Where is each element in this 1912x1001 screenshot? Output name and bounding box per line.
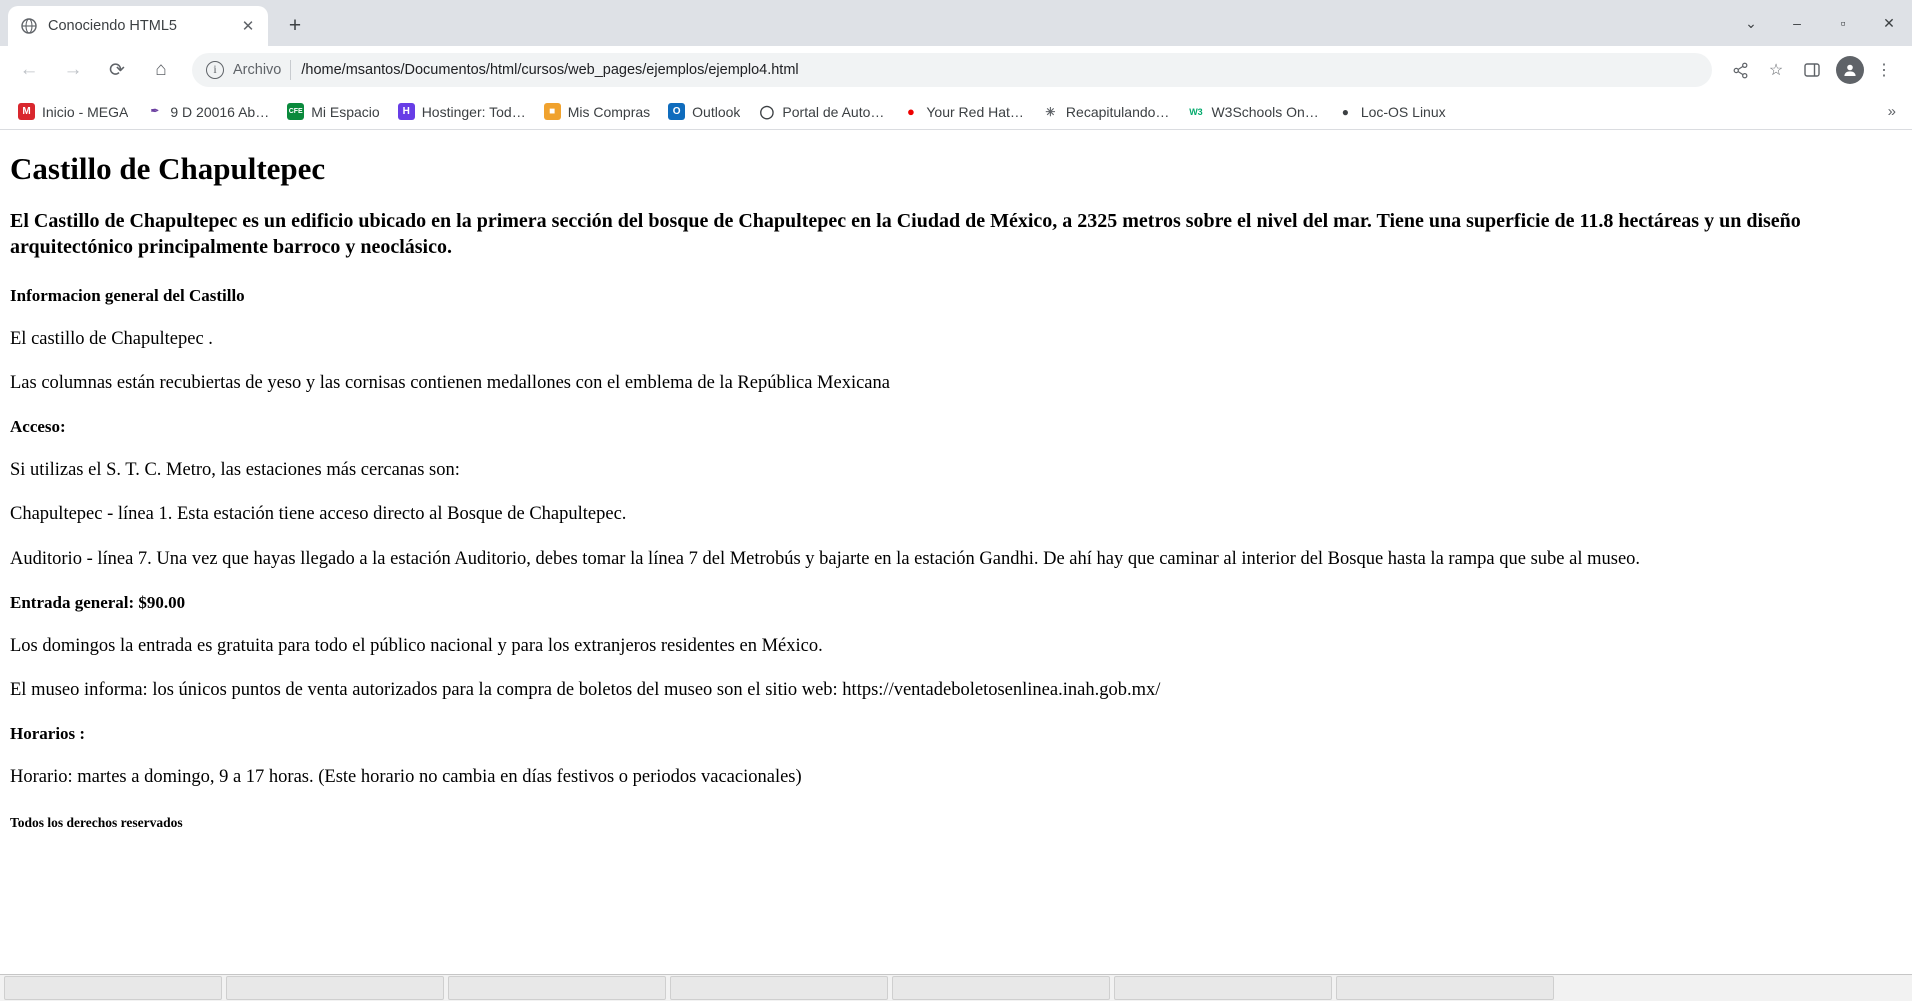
- bookmark-hostinger[interactable]: [390, 99, 534, 124]
- redhat-icon: ●: [902, 103, 919, 120]
- side-panel-icon[interactable]: [1796, 54, 1828, 86]
- paragraph-entrada-2: El museo informa: los únicos puntos de venta autorizados para la compra de boletos del museo son el sitio web: https://ventadeboletosenlinea.inah.gob.mx/: [10, 679, 1161, 700]
- feather-icon: ✒: [146, 103, 163, 120]
- bookmark-label: Recapitulando…: [1065, 103, 1170, 120]
- page-footer-note: Todos los derechos reservados: [10, 815, 183, 830]
- bookmark-mis-compras[interactable]: [536, 99, 658, 124]
- outlook-icon: O: [668, 103, 685, 120]
- minimize-icon[interactable]: –: [1793, 15, 1801, 31]
- os-taskbar: [0, 974, 1912, 1001]
- taskbar-item[interactable]: [1336, 976, 1554, 1000]
- page-title: Castillo de Chapultepec: [10, 151, 326, 186]
- bookmarks-overflow-icon[interactable]: »: [1887, 103, 1896, 120]
- mega-icon: M: [18, 103, 35, 120]
- new-tab-button[interactable]: +: [288, 14, 302, 37]
- page-content: [0, 130, 1912, 1001]
- hostinger-icon: H: [398, 103, 415, 120]
- bookmark-mi-espacio[interactable]: [279, 99, 387, 124]
- reload-button[interactable]: ⟳: [109, 59, 125, 81]
- heading-entrada-general: Entrada general: $90.00: [10, 592, 186, 612]
- globe-icon: [20, 17, 38, 35]
- omnibox-divider: [290, 60, 291, 80]
- bookmarks-bar: [0, 94, 1912, 130]
- penguin-icon: ●: [1337, 103, 1354, 120]
- share-icon[interactable]: [1724, 54, 1756, 86]
- info-icon[interactable]: i: [206, 61, 224, 79]
- paragraph-entrada-1: Los domingos la entrada es gratuita para todo el público nacional y para los extranjeros residentes en México.: [10, 635, 823, 656]
- bookmark-label: Hostinger: Tod…: [421, 103, 526, 120]
- bookmark-w3schools[interactable]: [1179, 99, 1326, 124]
- address-bar[interactable]: [192, 53, 1712, 87]
- bookmark-label: Mis Compras: [567, 103, 651, 120]
- paragraph-horarios-1: Horario: martes a domingo, 9 a 17 horas. (Este horario no cambia en días festivos o periodos vacacionales): [10, 766, 802, 787]
- cfe-icon: CFE: [287, 103, 304, 120]
- profile-avatar[interactable]: [1836, 56, 1864, 84]
- maximize-icon[interactable]: ▫: [1840, 15, 1846, 31]
- bookmark-portal-de-autoservicio[interactable]: [750, 99, 892, 124]
- scheme-label: Archivo: [233, 62, 282, 78]
- tab-title: Conociendo HTML5: [48, 18, 177, 34]
- url-text[interactable]: /home/msantos/Documentos/html/cursos/web_pages/ejemplos/ejemplo4.html: [301, 62, 799, 78]
- bookmark-recapitulando[interactable]: [1034, 99, 1178, 124]
- paragraph-acceso-1: Si utilizas el S. T. C. Metro, las estaciones más cercanas son:: [10, 460, 460, 481]
- w3schools-icon: W3: [1187, 103, 1204, 120]
- browser-toolbar: [0, 46, 1912, 94]
- paragraph-acceso-2: Chapultepec - línea 1. Esta estación tiene acceso directo al Bosque de Chapultepec.: [10, 504, 627, 525]
- bookmark-label: Your Red Hat…: [926, 103, 1024, 120]
- taskbar-item[interactable]: [448, 976, 666, 1000]
- taskbar-item[interactable]: [226, 976, 444, 1000]
- window-controls: [1728, 0, 1912, 46]
- page-lead-paragraph: El Castillo de Chapultepec es un edificio ubicado en la primera sección del bosque de Chapultepec en la Ciudad de México, a 2325 metros sobre el nivel del mar. Tiene una superficie de 11.8 hectáreas y un diseño arquitectónico principalmente barroco y neoclásico.: [10, 210, 1801, 258]
- heading-horarios: Horarios :: [10, 723, 86, 743]
- chrome-menu-icon[interactable]: ⋮: [1876, 62, 1892, 79]
- bookmark-star-icon[interactable]: ☆: [1768, 62, 1784, 79]
- bookmark-9d20016[interactable]: [138, 99, 277, 124]
- taskbar-item[interactable]: [4, 976, 222, 1000]
- bookmark-your-red-hat[interactable]: [894, 99, 1032, 124]
- paragraph-info-2: Las columnas están recubiertas de yeso y las cornisas contienen medallones con el emblema de la República Mexicana: [10, 373, 890, 394]
- bookmark-label: Mi Espacio: [311, 103, 380, 120]
- bookmark-label: Outlook: [692, 103, 741, 120]
- tab-conociendo-html5[interactable]: [8, 6, 268, 46]
- box-icon: ■: [544, 103, 561, 120]
- asterisk-icon: ✳: [1042, 103, 1059, 120]
- taskbar-item[interactable]: [892, 976, 1110, 1000]
- bookmark-inicio-mega[interactable]: [10, 99, 136, 124]
- paragraph-info-1: El castillo de Chapultepec .: [10, 329, 213, 349]
- heading-acceso: Acceso:: [10, 417, 66, 437]
- bookmark-outlook[interactable]: [660, 99, 748, 124]
- bookmark-label: Inicio - MEGA: [42, 103, 129, 120]
- taskbar-item[interactable]: [670, 976, 888, 1000]
- close-window-icon[interactable]: ✕: [1883, 14, 1895, 31]
- bookmark-label: Portal de Auto…: [782, 103, 885, 120]
- paragraph-acceso-3: Auditorio - línea 7. Una vez que hayas llegado a la estación Auditorio, debes tomar la línea 7 del Metrobús y bajarte en la estación Gandhi. De ahí hay que caminar al interior del Bosque hasta la rampa que sube al museo.: [10, 548, 1641, 569]
- globe-icon: ◯: [759, 103, 775, 119]
- taskbar-item[interactable]: [1114, 976, 1332, 1000]
- back-button[interactable]: ←: [19, 59, 39, 80]
- tab-strip: [0, 0, 1912, 46]
- bookmark-label: W3Schools On…: [1211, 103, 1319, 120]
- heading-informacion-general: Informacion general del Castillo: [10, 286, 245, 305]
- tab-search-icon[interactable]: ⌄: [1745, 14, 1757, 31]
- bookmark-loc-os-linux[interactable]: [1329, 99, 1454, 124]
- bookmark-label: 9 D 20016 Ab…: [170, 103, 270, 120]
- close-icon[interactable]: ✕: [241, 18, 255, 35]
- forward-button[interactable]: →: [63, 59, 83, 80]
- bookmark-label: Loc-OS Linux: [1360, 103, 1446, 120]
- home-button[interactable]: ⌂: [155, 59, 167, 80]
